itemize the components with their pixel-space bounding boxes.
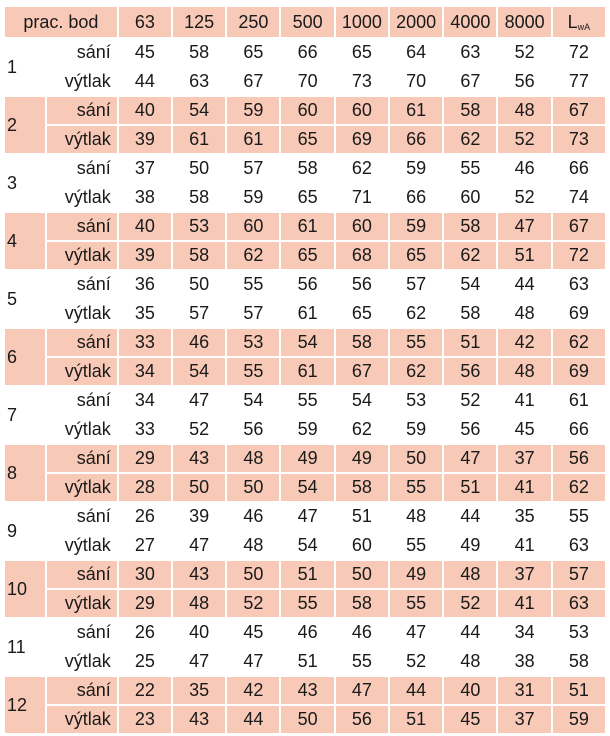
level-value-cell: 62 [444, 126, 496, 153]
level-value-cell: 48 [173, 590, 225, 617]
lwa-value-cell: 66 [568, 158, 589, 178]
level-value-cell: 55 [243, 274, 264, 294]
header-freq-1000: 1000 [336, 7, 388, 37]
intake-label: sání [47, 97, 117, 124]
lwa-value-cell: 62 [553, 329, 605, 356]
level-value-cell: 54 [243, 390, 264, 410]
intake-label: sání [76, 274, 111, 294]
outlet-label: výtlak [47, 126, 117, 153]
level-value-cell: 28 [119, 474, 171, 501]
level-value-cell: 37 [498, 706, 550, 733]
intake-label: sání [47, 213, 117, 240]
level-value-cell: 45 [243, 622, 264, 642]
level-value-cell: 55 [406, 535, 427, 555]
level-value-cell: 47 [498, 213, 550, 240]
level-value-cell: 52 [514, 187, 535, 207]
point-number: 11 [7, 636, 26, 657]
header-lwa-sub: wA [577, 21, 591, 32]
level-value-cell: 22 [119, 677, 171, 704]
level-value-cell: 26 [134, 506, 155, 526]
header-freq-8000: 8000 [498, 7, 550, 37]
noise-table-container [3, 5, 607, 735]
table-row [5, 416, 605, 443]
header-lwa-main: L [567, 11, 578, 32]
level-value-cell: 53 [173, 213, 225, 240]
level-value-cell: 47 [189, 535, 210, 555]
table-row [5, 39, 605, 66]
lwa-value-cell: 55 [568, 506, 589, 526]
level-value-cell: 50 [189, 274, 210, 294]
level-value-cell: 58 [444, 213, 496, 240]
table-row [5, 68, 605, 95]
level-value-cell: 50 [281, 706, 333, 733]
level-value-cell: 66 [297, 42, 318, 62]
level-value-cell: 58 [336, 590, 388, 617]
level-value-cell: 49 [460, 535, 481, 555]
level-value-cell: 53 [227, 329, 279, 356]
level-value-cell: 23 [119, 706, 171, 733]
table-row [5, 387, 605, 414]
intake-label: sání [47, 561, 117, 588]
level-value-cell: 48 [243, 535, 264, 555]
level-value-cell: 44 [514, 274, 535, 294]
level-value-cell: 41 [498, 474, 550, 501]
intake-label: sání [47, 677, 117, 704]
table-row [5, 184, 605, 211]
level-value-cell: 56 [297, 274, 318, 294]
level-value-cell: 40 [119, 97, 171, 124]
level-value-cell: 38 [514, 651, 535, 671]
level-value-cell: 42 [227, 677, 279, 704]
level-value-cell: 47 [444, 445, 496, 472]
intake-label: sání [76, 622, 111, 642]
level-value-cell: 29 [119, 445, 171, 472]
lwa-value-cell: 63 [568, 274, 589, 294]
level-value-cell: 52 [189, 419, 210, 439]
intake-label: sání [47, 445, 117, 472]
level-value-cell: 67 [460, 71, 481, 91]
point-number: 1 [7, 56, 18, 77]
level-value-cell: 60 [281, 97, 333, 124]
level-value-cell: 39 [119, 126, 171, 153]
level-value-cell: 55 [227, 358, 279, 385]
level-value-cell: 61 [227, 126, 279, 153]
level-value-cell: 58 [460, 303, 481, 323]
level-value-cell: 41 [514, 535, 535, 555]
level-value-cell: 62 [406, 303, 427, 323]
level-value-cell: 55 [390, 590, 442, 617]
table-row [5, 445, 605, 472]
level-value-cell: 67 [336, 358, 388, 385]
level-value-cell: 40 [189, 622, 210, 642]
level-value-cell: 65 [297, 187, 318, 207]
level-value-cell: 51 [297, 651, 318, 671]
level-value-cell: 56 [514, 71, 535, 91]
level-value-cell: 47 [189, 390, 210, 410]
point-number: 7 [7, 404, 18, 425]
lwa-value-cell: 56 [553, 445, 605, 472]
level-value-cell: 54 [460, 274, 481, 294]
level-value-cell: 62 [390, 358, 442, 385]
level-value-cell: 52 [498, 126, 550, 153]
level-value-cell: 58 [189, 187, 210, 207]
level-value-cell: 37 [498, 561, 550, 588]
table-row [5, 561, 605, 588]
level-value-cell: 55 [297, 390, 318, 410]
point-number: 12 [5, 677, 45, 733]
table-row [5, 155, 605, 182]
level-value-cell: 54 [281, 329, 333, 356]
table-row [5, 677, 605, 704]
lwa-value-cell: 77 [568, 71, 589, 91]
level-value-cell: 65 [281, 126, 333, 153]
level-value-cell: 57 [243, 303, 264, 323]
level-value-cell: 44 [227, 706, 279, 733]
level-value-cell: 50 [390, 445, 442, 472]
level-value-cell: 51 [281, 561, 333, 588]
level-value-cell: 61 [297, 303, 318, 323]
level-value-cell: 44 [460, 506, 481, 526]
level-value-cell: 46 [243, 506, 264, 526]
level-value-cell: 59 [243, 187, 264, 207]
level-value-cell: 56 [460, 419, 481, 439]
level-value-cell: 45 [514, 419, 535, 439]
lwa-value-cell: 67 [553, 213, 605, 240]
outlet-label: výtlak [47, 590, 117, 617]
table-row [5, 706, 605, 733]
level-value-cell: 52 [406, 651, 427, 671]
level-value-cell: 48 [498, 97, 550, 124]
header-freq-250: 250 [227, 7, 279, 37]
level-value-cell: 66 [390, 126, 442, 153]
level-value-cell: 60 [351, 535, 372, 555]
level-value-cell: 51 [444, 474, 496, 501]
level-value-cell: 62 [351, 419, 372, 439]
level-value-cell: 61 [281, 213, 333, 240]
level-value-cell: 48 [227, 445, 279, 472]
level-value-cell: 59 [390, 213, 442, 240]
level-value-cell: 57 [189, 303, 210, 323]
level-value-cell: 61 [390, 97, 442, 124]
lwa-value-cell: 57 [553, 561, 605, 588]
level-value-cell: 44 [390, 677, 442, 704]
level-value-cell: 66 [406, 187, 427, 207]
lwa-value-cell: 73 [553, 126, 605, 153]
header-lwa [553, 7, 605, 37]
level-value-cell: 65 [243, 42, 264, 62]
level-value-cell: 71 [351, 187, 372, 207]
level-value-cell: 37 [134, 158, 155, 178]
header-freq-500: 500 [281, 7, 333, 37]
intake-label: sání [76, 390, 111, 410]
level-value-cell: 52 [227, 590, 279, 617]
level-value-cell: 62 [444, 242, 496, 269]
level-value-cell: 31 [498, 677, 550, 704]
level-value-cell: 33 [119, 329, 171, 356]
level-value-cell: 43 [173, 445, 225, 472]
level-value-cell: 50 [173, 474, 225, 501]
level-value-cell: 58 [444, 97, 496, 124]
level-value-cell: 63 [189, 71, 210, 91]
level-value-cell: 62 [351, 158, 372, 178]
level-value-cell: 48 [498, 358, 550, 385]
level-value-cell: 47 [336, 677, 388, 704]
level-value-cell: 50 [227, 561, 279, 588]
level-value-cell: 70 [406, 71, 427, 91]
intake-label: sání [47, 329, 117, 356]
lwa-value-cell: 69 [568, 303, 589, 323]
level-value-cell: 44 [460, 622, 481, 642]
lwa-value-cell: 69 [553, 358, 605, 385]
point-number: 8 [5, 445, 45, 501]
level-value-cell: 49 [281, 445, 333, 472]
header-point: prac. bod [5, 7, 117, 37]
level-value-cell: 46 [297, 622, 318, 642]
lwa-value-cell: 63 [553, 590, 605, 617]
level-value-cell: 47 [189, 651, 210, 671]
lwa-value-cell: 72 [553, 242, 605, 269]
level-value-cell: 42 [498, 329, 550, 356]
lwa-value-cell: 61 [568, 390, 589, 410]
point-number: 5 [7, 288, 18, 309]
level-value-cell: 57 [406, 274, 427, 294]
point-number: 9 [7, 520, 18, 541]
level-value-cell: 51 [351, 506, 372, 526]
level-value-cell: 50 [336, 561, 388, 588]
level-value-cell: 54 [173, 97, 225, 124]
level-value-cell: 63 [460, 42, 481, 62]
outlet-label: výtlak [64, 187, 111, 207]
lwa-value-cell: 63 [568, 535, 589, 555]
level-value-cell: 43 [173, 561, 225, 588]
level-value-cell: 58 [173, 242, 225, 269]
outlet-label: výtlak [64, 651, 111, 671]
level-value-cell: 56 [243, 419, 264, 439]
level-value-cell: 41 [498, 590, 550, 617]
level-value-cell: 39 [119, 242, 171, 269]
level-value-cell: 27 [134, 535, 155, 555]
lwa-value-cell: 62 [553, 474, 605, 501]
level-value-cell: 44 [134, 71, 155, 91]
header-freq-2000: 2000 [390, 7, 442, 37]
lwa-value-cell: 58 [568, 651, 589, 671]
level-value-cell: 60 [336, 97, 388, 124]
header-freq-63: 63 [119, 7, 171, 37]
level-value-cell: 40 [444, 677, 496, 704]
header-row [5, 7, 605, 37]
level-value-cell: 47 [297, 506, 318, 526]
level-value-cell: 58 [336, 329, 388, 356]
level-value-cell: 47 [406, 622, 427, 642]
level-value-cell: 34 [514, 622, 535, 642]
level-value-cell: 54 [297, 535, 318, 555]
table-row [5, 474, 605, 501]
level-value-cell: 36 [134, 274, 155, 294]
level-value-cell: 69 [336, 126, 388, 153]
outlet-label: výtlak [64, 419, 111, 439]
level-value-cell: 38 [134, 187, 155, 207]
level-value-cell: 39 [189, 506, 210, 526]
level-value-cell: 59 [297, 419, 318, 439]
level-value-cell: 52 [460, 390, 481, 410]
level-value-cell: 55 [351, 651, 372, 671]
lwa-value-cell: 72 [568, 42, 589, 62]
level-value-cell: 60 [227, 213, 279, 240]
level-value-cell: 25 [134, 651, 155, 671]
level-value-cell: 61 [281, 358, 333, 385]
level-value-cell: 35 [173, 677, 225, 704]
table-row [5, 213, 605, 240]
intake-label: sání [76, 158, 111, 178]
level-value-cell: 65 [351, 303, 372, 323]
table-row [5, 300, 605, 327]
table-row [5, 590, 605, 617]
level-value-cell: 56 [351, 274, 372, 294]
header-freq-4000: 4000 [444, 7, 496, 37]
lwa-value-cell: 59 [553, 706, 605, 733]
level-value-cell: 43 [173, 706, 225, 733]
level-value-cell: 65 [390, 242, 442, 269]
level-value-cell: 61 [173, 126, 225, 153]
level-value-cell: 55 [390, 329, 442, 356]
outlet-label: výtlak [64, 303, 111, 323]
table-row [5, 97, 605, 124]
table-row [5, 358, 605, 385]
outlet-label: výtlak [47, 358, 117, 385]
level-value-cell: 51 [390, 706, 442, 733]
level-value-cell: 34 [134, 390, 155, 410]
lwa-value-cell: 51 [553, 677, 605, 704]
level-value-cell: 65 [351, 42, 372, 62]
level-value-cell: 29 [119, 590, 171, 617]
point-number: 4 [5, 213, 45, 269]
level-value-cell: 59 [227, 97, 279, 124]
level-value-cell: 37 [498, 445, 550, 472]
outlet-label: výtlak [64, 535, 111, 555]
level-value-cell: 59 [406, 158, 427, 178]
level-value-cell: 55 [390, 474, 442, 501]
level-value-cell: 46 [514, 158, 535, 178]
level-value-cell: 34 [119, 358, 171, 385]
level-value-cell: 47 [243, 651, 264, 671]
level-value-cell: 45 [134, 42, 155, 62]
level-value-cell: 59 [406, 419, 427, 439]
level-value-cell: 48 [406, 506, 427, 526]
level-value-cell: 43 [281, 677, 333, 704]
point-number: 2 [5, 97, 45, 153]
table-row [5, 271, 605, 298]
level-value-cell: 54 [281, 474, 333, 501]
header-freq-125: 125 [173, 7, 225, 37]
level-value-cell: 67 [243, 71, 264, 91]
level-value-cell: 45 [444, 706, 496, 733]
level-value-cell: 57 [243, 158, 264, 178]
intake-label: sání [76, 42, 111, 62]
outlet-label: výtlak [47, 242, 117, 269]
level-value-cell: 49 [336, 445, 388, 472]
level-value-cell: 51 [444, 329, 496, 356]
level-value-cell: 46 [351, 622, 372, 642]
level-value-cell: 73 [351, 71, 372, 91]
level-value-cell: 58 [189, 42, 210, 62]
intake-label: sání [76, 506, 111, 526]
outlet-label: výtlak [64, 71, 111, 91]
table-body [5, 39, 605, 733]
level-value-cell: 51 [498, 242, 550, 269]
level-value-cell: 58 [336, 474, 388, 501]
level-value-cell: 65 [281, 242, 333, 269]
level-value-cell: 53 [406, 390, 427, 410]
level-value-cell: 56 [336, 706, 388, 733]
level-value-cell: 48 [514, 303, 535, 323]
noise-levels-table [3, 5, 607, 735]
table-row [5, 126, 605, 153]
level-value-cell: 48 [460, 651, 481, 671]
lwa-value-cell: 74 [568, 187, 589, 207]
level-value-cell: 35 [134, 303, 155, 323]
point-number: 3 [7, 172, 18, 193]
level-value-cell: 54 [173, 358, 225, 385]
table-row [5, 532, 605, 559]
level-value-cell: 46 [173, 329, 225, 356]
table-row [5, 619, 605, 646]
level-value-cell: 52 [444, 590, 496, 617]
outlet-label: výtlak [47, 706, 117, 733]
level-value-cell: 56 [444, 358, 496, 385]
level-value-cell: 60 [460, 187, 481, 207]
level-value-cell: 48 [444, 561, 496, 588]
lwa-value-cell: 67 [553, 97, 605, 124]
lwa-value-cell: 66 [568, 419, 589, 439]
level-value-cell: 55 [281, 590, 333, 617]
level-value-cell: 62 [227, 242, 279, 269]
table-row [5, 648, 605, 675]
lwa-value-cell: 53 [568, 622, 589, 642]
level-value-cell: 33 [134, 419, 155, 439]
outlet-label: výtlak [47, 474, 117, 501]
level-value-cell: 64 [406, 42, 427, 62]
point-number: 10 [5, 561, 45, 617]
level-value-cell: 68 [336, 242, 388, 269]
level-value-cell: 49 [390, 561, 442, 588]
level-value-cell: 35 [514, 506, 535, 526]
level-value-cell: 50 [227, 474, 279, 501]
level-value-cell: 30 [119, 561, 171, 588]
level-value-cell: 26 [134, 622, 155, 642]
level-value-cell: 52 [514, 42, 535, 62]
level-value-cell: 55 [460, 158, 481, 178]
level-value-cell: 58 [297, 158, 318, 178]
level-value-cell: 41 [514, 390, 535, 410]
level-value-cell: 70 [297, 71, 318, 91]
level-value-cell: 60 [336, 213, 388, 240]
level-value-cell: 40 [119, 213, 171, 240]
table-row [5, 329, 605, 356]
table-row [5, 503, 605, 530]
level-value-cell: 50 [189, 158, 210, 178]
point-number: 6 [5, 329, 45, 385]
level-value-cell: 54 [351, 390, 372, 410]
table-row [5, 242, 605, 269]
